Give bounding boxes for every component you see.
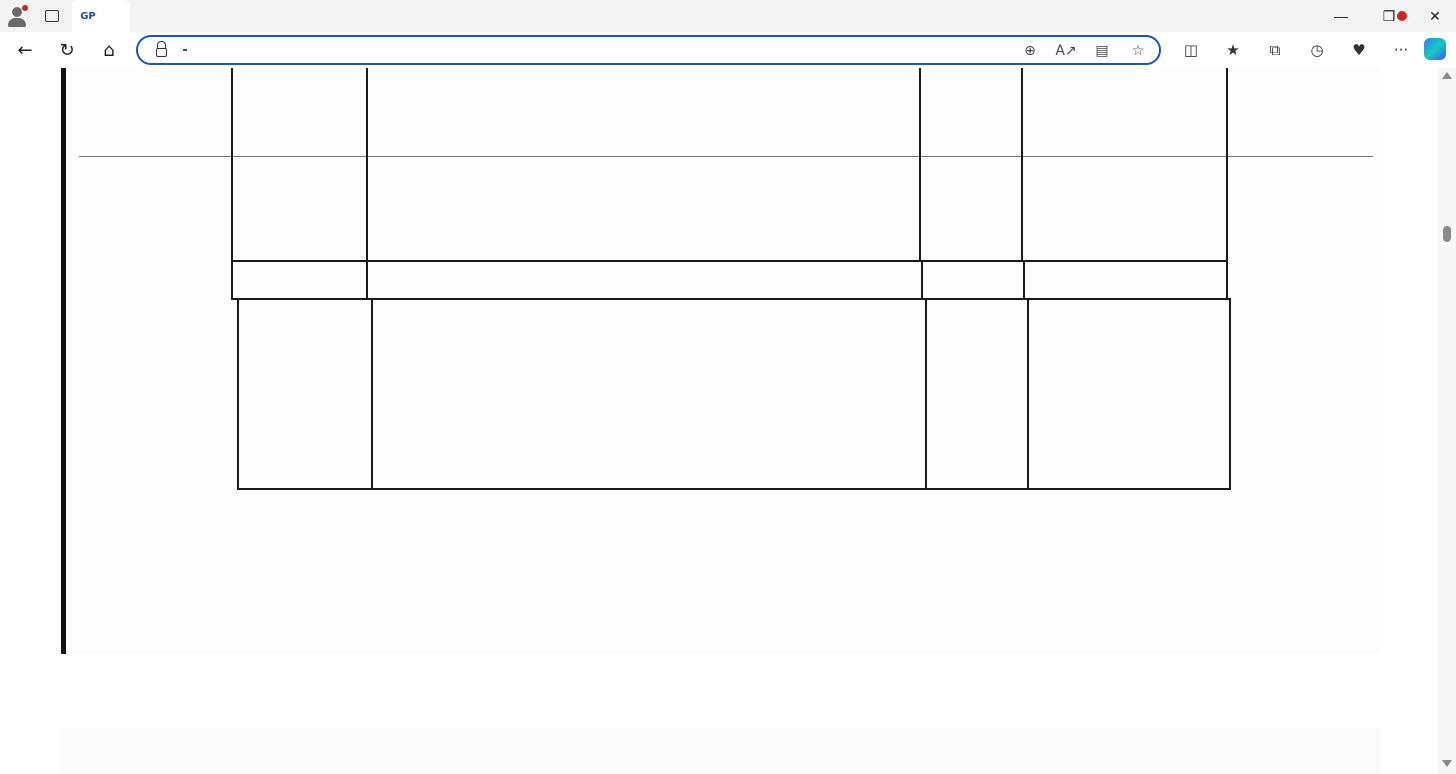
table-line — [231, 68, 233, 260]
lock-icon[interactable] — [156, 48, 167, 57]
home-button[interactable]: ⌂ — [103, 39, 115, 61]
table-line — [921, 260, 923, 300]
page-content — [0, 68, 1438, 774]
spec-row — [237, 298, 1231, 490]
browser-toolbar — [0, 32, 1456, 68]
person-icon — [12, 7, 22, 17]
notification-dot — [22, 5, 28, 11]
notification-badge — [1397, 11, 1407, 21]
tab-actions-button[interactable] — [32, 0, 72, 32]
split-screen-icon[interactable]: ◫ — [1183, 41, 1199, 59]
url-text[interactable] — [183, 49, 187, 51]
tab-active[interactable] — [72, 0, 130, 32]
scan-edge — [61, 68, 66, 654]
zoom-icon[interactable]: ⊕ — [1024, 43, 1036, 59]
back-button[interactable]: ← — [17, 39, 33, 61]
tab-actions-icon — [45, 10, 59, 22]
minimize-button[interactable]: — — [1334, 8, 1348, 24]
table-line — [366, 68, 368, 260]
refresh-button[interactable]: ↻ — [59, 39, 75, 61]
close-window-button[interactable]: ✕ — [1429, 7, 1441, 24]
scroll-down-arrow[interactable] — [1442, 760, 1452, 767]
scrollbar-thumb[interactable] — [1443, 226, 1451, 242]
gp-icon: GP — [80, 8, 96, 24]
vertical-scrollbar[interactable] — [1438, 68, 1456, 774]
table-line — [925, 298, 927, 490]
reader-view-icon[interactable]: ▤ — [1095, 43, 1109, 59]
favorite-star-icon[interactable]: ☆ — [1131, 43, 1145, 59]
new-tab-button[interactable] — [130, 0, 166, 32]
scroll-up-arrow[interactable] — [1442, 72, 1452, 79]
more-menu-icon[interactable]: ··· — [1393, 41, 1409, 59]
copilot-icon[interactable] — [1424, 38, 1446, 60]
table-line — [371, 298, 373, 490]
table-line — [1226, 68, 1228, 260]
performance-icon[interactable]: ♥ — [1352, 41, 1366, 59]
scan-fold-line — [79, 156, 1373, 157]
restore-button[interactable]: ❐ — [1382, 7, 1396, 24]
address-bar[interactable] — [136, 35, 1161, 65]
charge-row — [231, 260, 1228, 300]
history-icon[interactable]: ◷ — [1310, 41, 1324, 59]
table-line — [366, 260, 368, 300]
read-aloud-icon[interactable]: A↗ — [1055, 43, 1077, 59]
profile-avatar[interactable] — [0, 0, 32, 32]
collections-icon[interactable]: ⧉ — [1269, 41, 1281, 59]
document-scan-page-2 — [61, 68, 1381, 654]
table-line — [1027, 298, 1029, 490]
table-line — [919, 68, 921, 260]
person-icon-body — [8, 18, 26, 27]
tab-strip — [0, 0, 1456, 32]
document-scan-page-3 — [61, 728, 1381, 774]
table-line — [1023, 260, 1025, 300]
table-line — [1021, 68, 1023, 260]
favorites-icon[interactable]: ★ — [1226, 41, 1240, 59]
